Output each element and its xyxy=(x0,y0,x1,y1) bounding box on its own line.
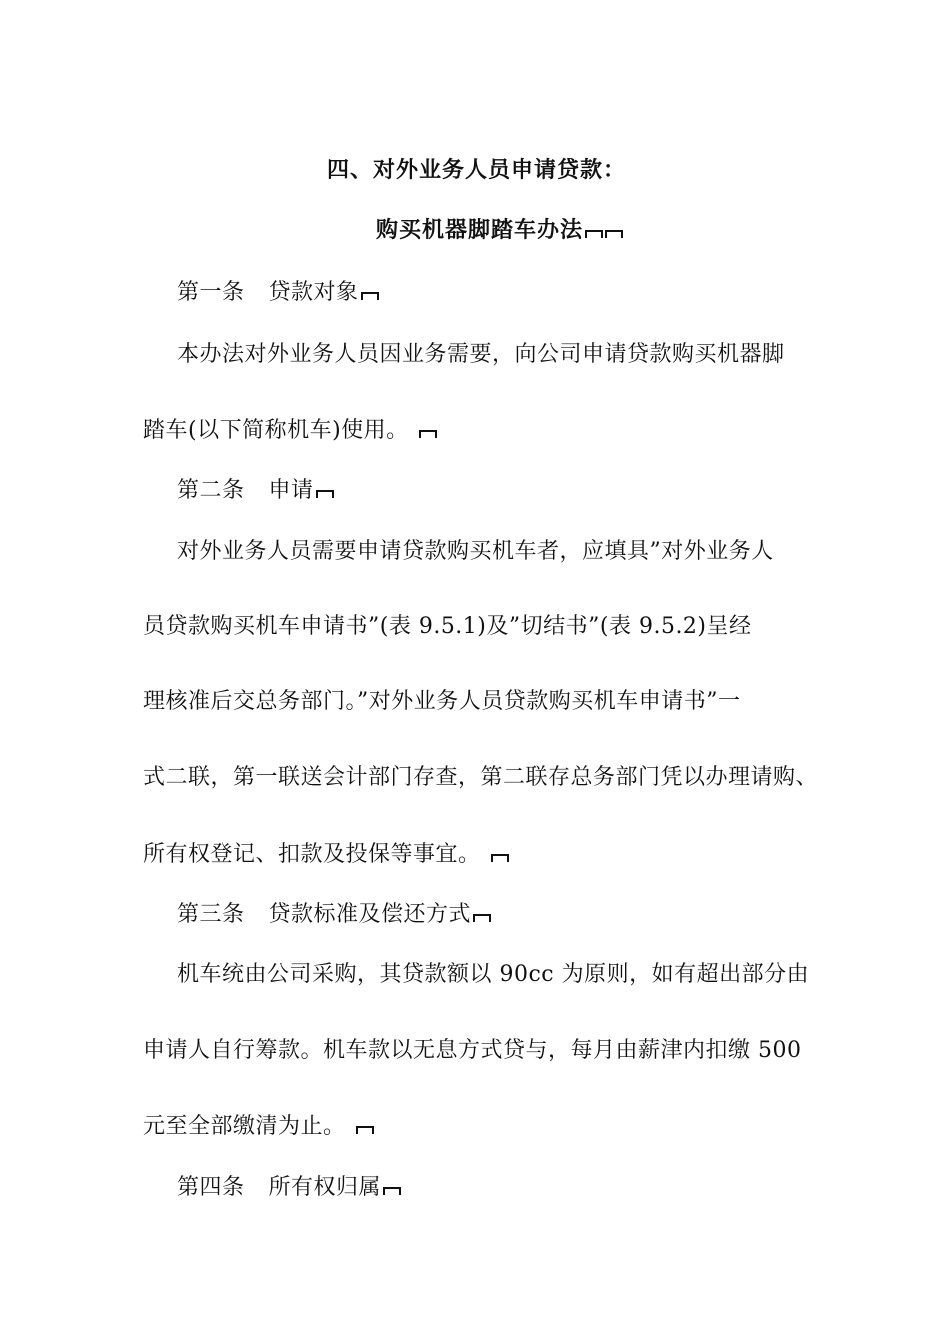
paragraph-mark-icon xyxy=(419,430,437,438)
paragraph-mark-icon xyxy=(473,914,491,922)
article-title: 贷款标准及偿还方式 xyxy=(268,902,472,927)
body-line xyxy=(143,840,509,870)
document-subtitle xyxy=(376,216,623,246)
body-text: 员贷款购买机车申请书”(表 9.5.1)及”切结书”(表 9.5.2)呈经 xyxy=(143,614,752,639)
document-title-text: 四、对外业务人员申请贷款： xyxy=(327,158,627,183)
body-line xyxy=(177,340,785,370)
body-line xyxy=(143,687,741,717)
article-title: 申请 xyxy=(268,478,314,503)
body-line xyxy=(143,612,752,642)
article-heading xyxy=(177,476,334,506)
document-subtitle-text: 购买机器脚踏车办法 xyxy=(376,218,584,243)
article-title: 贷款对象 xyxy=(268,280,359,305)
body-line xyxy=(143,763,818,793)
body-text: 对外业务人员需要申请贷款购买机车者，应填具”对外业务人 xyxy=(177,539,774,564)
article-number: 第一条 xyxy=(177,280,245,305)
paragraph-mark-icon xyxy=(361,292,379,300)
article-heading xyxy=(177,900,491,930)
article-heading xyxy=(177,278,379,308)
body-text: 踏车(以下简称机车)使用。 xyxy=(143,418,409,443)
body-line xyxy=(143,1036,802,1066)
body-line xyxy=(177,960,809,990)
article-number: 第三条 xyxy=(177,902,245,927)
paragraph-mark-icon xyxy=(383,1187,401,1195)
body-text: 所有权登记、扣款及投保等事宜。 xyxy=(143,842,481,867)
article-number: 第二条 xyxy=(177,478,245,503)
article-number: 第四条 xyxy=(177,1175,245,1200)
body-line xyxy=(143,1112,374,1142)
document-title xyxy=(327,156,626,186)
paragraph-mark-icon xyxy=(356,1126,374,1134)
article-heading xyxy=(177,1173,401,1203)
body-line xyxy=(143,416,437,446)
body-line xyxy=(177,537,774,567)
paragraph-mark-icon xyxy=(605,230,623,238)
paragraph-mark-icon xyxy=(585,230,603,238)
body-text: 式二联，第一联送会计部门存查，第二联存总务部门凭以办理请购、 xyxy=(143,765,819,790)
body-text: 机车统由公司采购，其贷款额以 90cc 为原则，如有超出部分由 xyxy=(177,962,810,987)
body-text: 申请人自行筹款。机车款以无息方式贷与，每月由薪津内扣缴 500 xyxy=(143,1038,802,1063)
body-text: 本办法对外业务人员因业务需要，向公司申请贷款购买机器脚 xyxy=(177,342,785,367)
article-title: 所有权归属 xyxy=(268,1175,382,1200)
body-text: 元至全部缴清为止。 xyxy=(143,1114,346,1139)
body-text: 理核准后交总务部门。”对外业务人员贷款购买机车申请书”一 xyxy=(143,689,741,714)
paragraph-mark-icon xyxy=(491,854,509,862)
paragraph-mark-icon xyxy=(316,490,334,498)
